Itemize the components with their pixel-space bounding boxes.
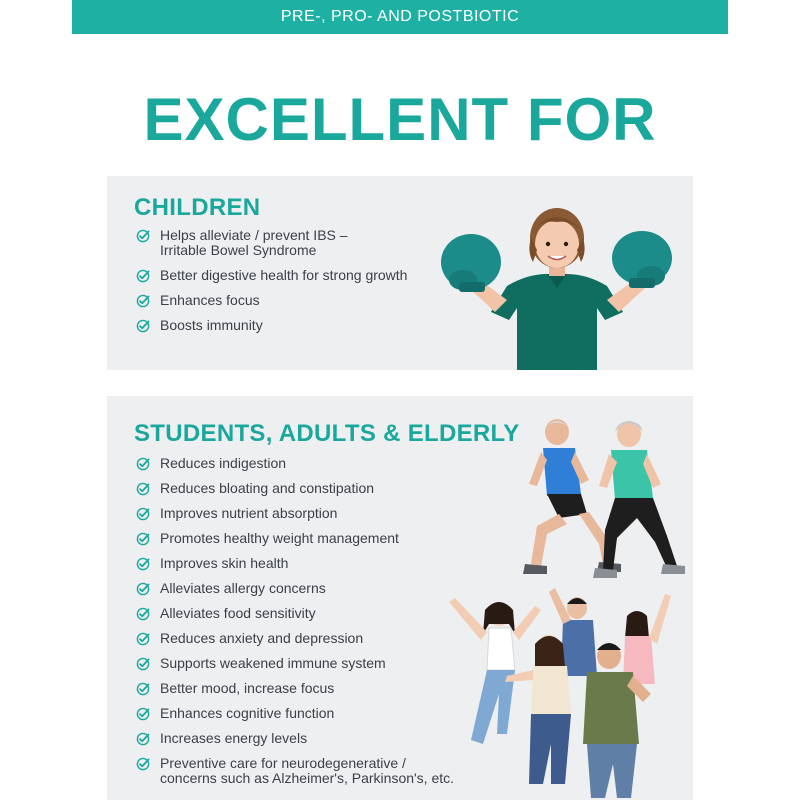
- benefit-item: [136, 318, 407, 333]
- check-circle-icon: [136, 732, 150, 746]
- benefit-text: Enhances cognitive function: [160, 705, 335, 721]
- benefit-item: [136, 681, 460, 696]
- benefit-item: [136, 456, 460, 471]
- benefit-item: [136, 293, 407, 308]
- benefit-text: Alleviates food sensitivity: [160, 605, 316, 621]
- adults-benefit-list: [136, 456, 460, 796]
- banner-text: PRE-, PRO- AND POSTBIOTIC: [280, 8, 520, 25]
- benefit-item: [136, 606, 460, 621]
- children-benefit-list: [136, 228, 407, 343]
- check-circle-icon: [136, 657, 150, 671]
- students-group-cheering-photo: [437, 584, 677, 800]
- check-circle-icon: [136, 482, 150, 496]
- check-circle-icon: [136, 682, 150, 696]
- check-circle-icon: [136, 229, 150, 243]
- benefit-text: Reduces indigestion: [160, 455, 287, 471]
- check-circle-icon: [136, 532, 150, 546]
- adults-title: STUDENTS, ADULTS & ELDERLY: [134, 420, 520, 447]
- benefit-item: [136, 731, 460, 746]
- benefit-item: [136, 556, 460, 571]
- benefit-text: Reduces anxiety and depression: [160, 630, 364, 646]
- benefit-text: Better digestive health for strong growth: [160, 267, 408, 283]
- check-circle-icon: [136, 294, 150, 308]
- benefit-text: Helps alleviate / prevent IBS – Irritable Bowel Syndrome: [160, 227, 348, 258]
- benefit-text: Improves nutrient absorption: [160, 505, 338, 521]
- poster: [72, 0, 728, 800]
- benefit-text: Reduces bloating and constipation: [160, 480, 375, 496]
- check-circle-icon: [136, 582, 150, 596]
- benefit-item: [136, 228, 407, 258]
- benefit-text: Preventive care for neurodegenerative / concerns such as Alzheimer's, Parkinson's, etc.: [160, 755, 455, 786]
- child-boxing-gloves-photo: [437, 190, 677, 370]
- benefit-text: Supports weakened immune system: [160, 655, 386, 671]
- check-circle-icon: [136, 707, 150, 721]
- benefit-item: [136, 506, 460, 521]
- benefit-item: [136, 268, 407, 283]
- check-circle-icon: [136, 632, 150, 646]
- check-circle-icon: [136, 607, 150, 621]
- children-title: CHILDREN: [134, 194, 261, 221]
- children-panel: [107, 176, 693, 370]
- benefit-text: Alleviates allergy concerns: [160, 580, 326, 596]
- benefit-text: Promotes healthy weight management: [160, 530, 399, 546]
- benefit-text: Enhances focus: [160, 292, 260, 308]
- benefit-item: [136, 581, 460, 596]
- benefit-text: Better mood, increase focus: [160, 680, 335, 696]
- check-circle-icon: [136, 507, 150, 521]
- check-circle-icon: [136, 319, 150, 333]
- benefit-text: Boosts immunity: [160, 317, 263, 333]
- benefit-item: [136, 631, 460, 646]
- adults-panel: [107, 396, 693, 800]
- benefit-item: [136, 531, 460, 546]
- benefit-item: [136, 656, 460, 671]
- benefit-text: Improves skin health: [160, 555, 289, 571]
- top-banner: [72, 0, 728, 34]
- elderly-couple-exercising-photo: [517, 414, 687, 584]
- benefit-text: Increases energy levels: [160, 730, 308, 746]
- benefit-item: [136, 481, 460, 496]
- check-circle-icon: [136, 557, 150, 571]
- headline: EXCELLENT FOR: [143, 86, 657, 153]
- check-circle-icon: [136, 457, 150, 471]
- benefit-item: [136, 706, 460, 721]
- benefit-item: [136, 756, 460, 786]
- check-circle-icon: [136, 269, 150, 283]
- check-circle-icon: [136, 757, 150, 771]
